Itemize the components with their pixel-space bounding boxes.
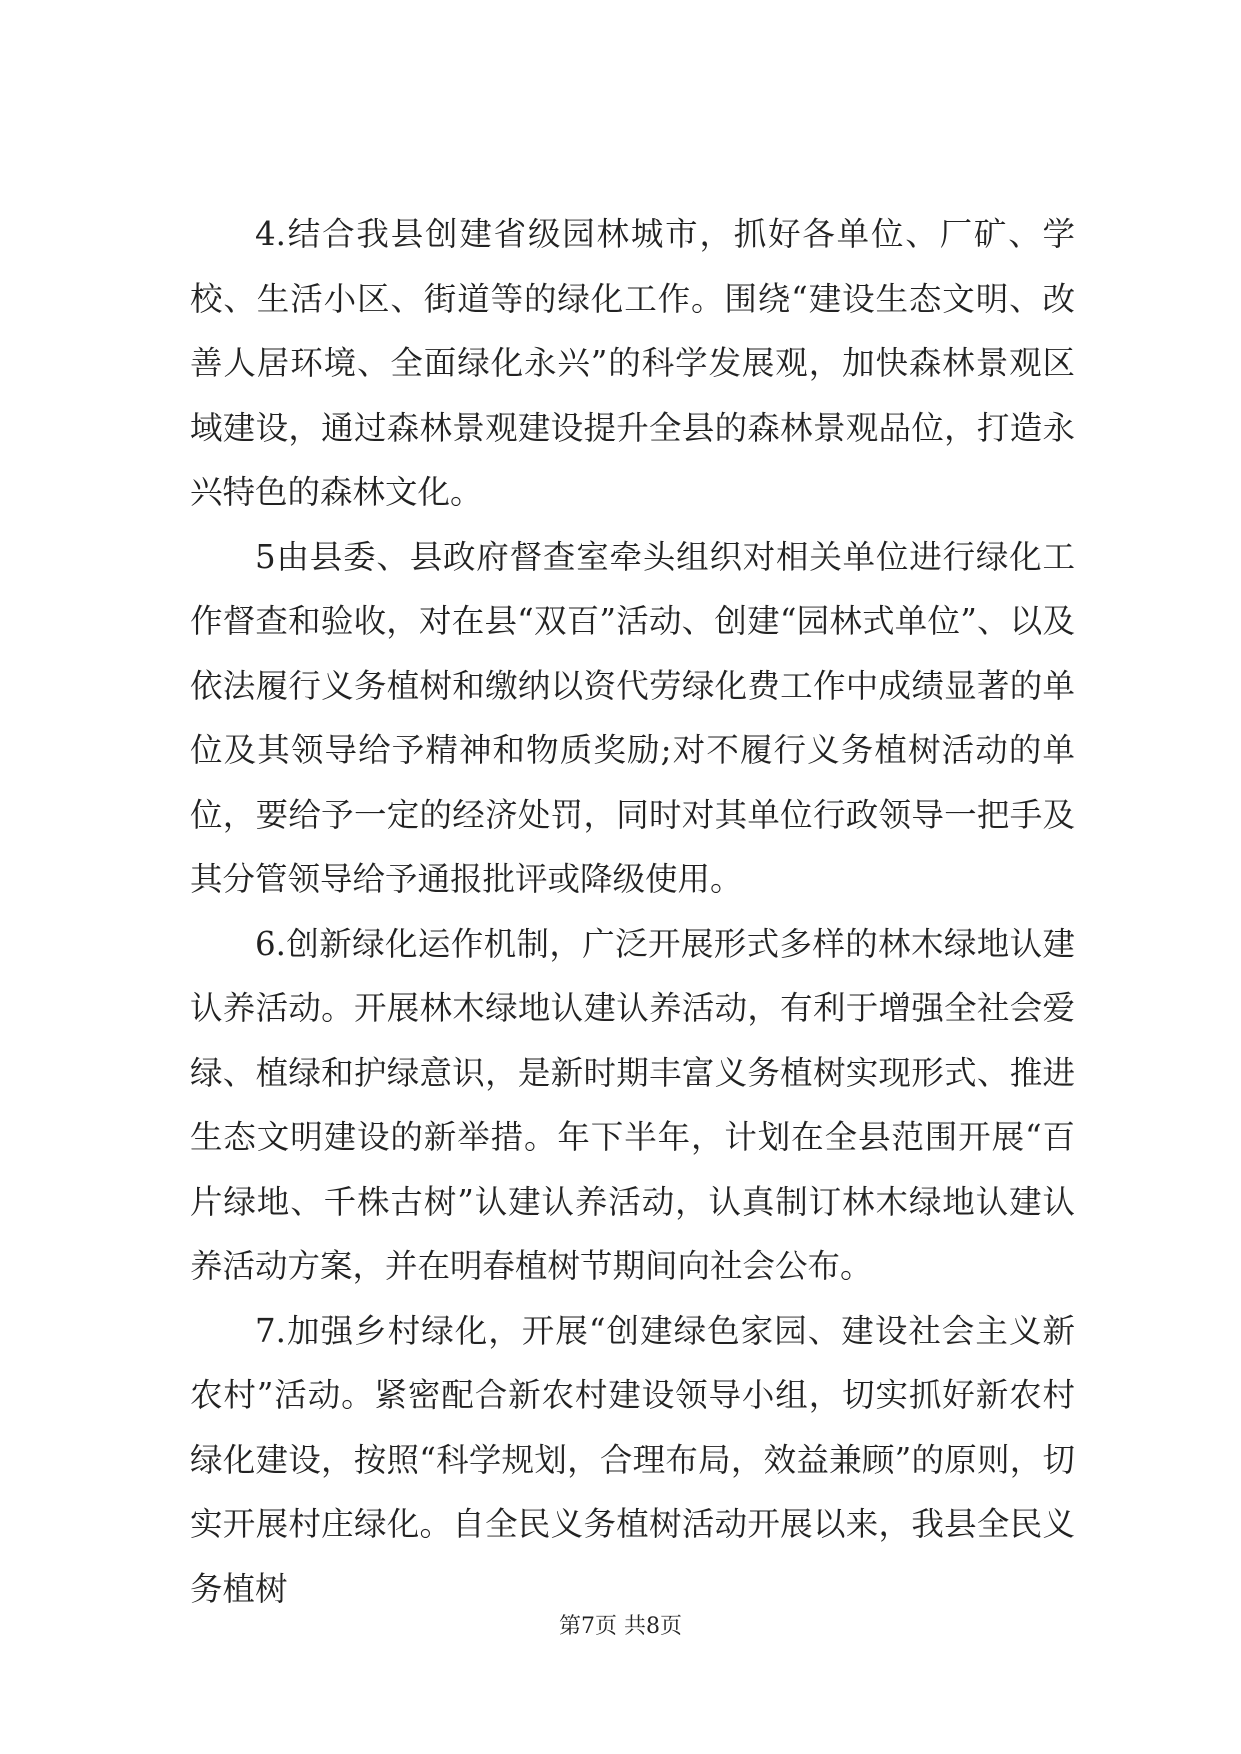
- paragraph-6: 6.创新绿化运作机制，广泛开展形式多样的林木绿地认建认养活动。开展林木绿地认建认养活动，有利于增强全社会爱绿、植绿和护绿意识，是新时期丰富义务植树实现形式、推进生态文明建设的新举措。年下半年，计划在全县范围开展“百片绿地、千株古树”认建认养活动，认真制订林木绿地认建认养活动方案，并在明春植树节期间向社会公布。: [190, 924, 1075, 1285]
- page-number-footer: 第7页 共8页: [559, 1614, 682, 1639]
- paragraph-7: 7.加强乡村绿化，开展“创建绿色家园、建设社会主义新农村”活动。紧密配合新农村建设领导小组，切实抓好新农村绿化建设，按照“科学规划，合理布局，效益兼顾”的原则，切实开展村庄绿化。自全民义务植树活动开展以来，我县全民义务植树: [190, 1311, 1075, 1608]
- paragraph-4: 4.结合我县创建省级园林城市，抓好各单位、厂矿、学校、生活小区、街道等的绿化工作。围绕“建设生态文明、改善人居环境、全面绿化永兴”的科学发展观，加快森林景观区域建设，通过森林景观建设提升全县的森林景观品位，打造永兴特色的森林文化。: [190, 215, 1075, 511]
- paragraph-5: 5由县委、县政府督查室牵头组织对相关单位进行绿化工作督查和验收，对在县“双百”活动、创建“园林式单位”、以及依法履行义务植树和缴纳以资代劳绿化费工作中成绩显著的单位及其领导给予精神和物质奖励;对不履行义务植树活动的单位，要给予一定的经济处罚，同时对其单位行政领导一把手及其分管领导给予通报批评或降级使用。: [190, 537, 1075, 898]
- document-body: [190, 202, 1075, 1621]
